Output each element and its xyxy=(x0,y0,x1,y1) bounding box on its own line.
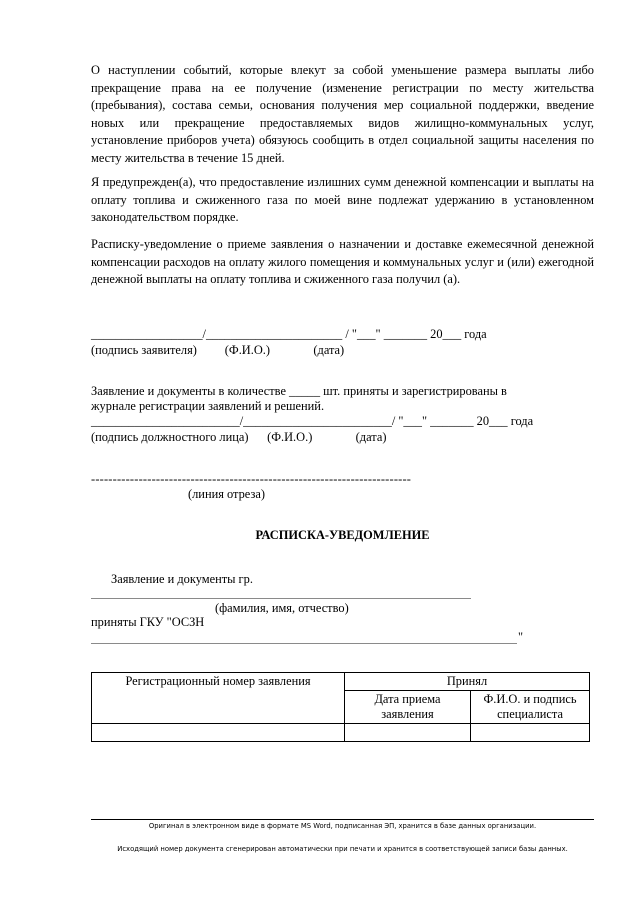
accepted-group-header: Принял xyxy=(345,673,590,691)
registration-text-line-2: журнале регистрации заявлений и решений. xyxy=(91,399,325,413)
cut-line: -------------------------------------------------------------------------- xyxy=(91,472,412,486)
acceptance-date-cell xyxy=(345,724,471,742)
footer-note-2: Исходящий номер документа сгенерирован автоматически при печати и хранится в соответствующей записи базы данных. xyxy=(117,845,568,853)
accepted-by-text: приняты ГКУ "ОСЗН xyxy=(91,615,205,629)
registration-text-line-1: Заявление и документы в количестве _____ шт. приняты и зарегистрированы в xyxy=(91,384,507,398)
table-row xyxy=(92,724,590,742)
acceptance-date-header: Дата приема заявления xyxy=(345,691,471,724)
receipt-intro: Заявление и документы гр. xyxy=(111,572,253,586)
receipt-received-paragraph: Расписку-уведомление о приеме заявления о назначении и доставке ежемесячной денежной компенсации расходов на оплату жилого помещения и коммунальных услуг и (или) ежегодной денежной выплаты на оплату топлива и сжиженного газа получил (а). xyxy=(91,237,594,287)
footer-note-1: Оригинал в электронном виде в формате MS Word, подписанная ЭП, хранится в базе данных организации. xyxy=(148,822,537,830)
applicant-signature-line: __________________/______________________ / "___" _______ 20___ года xyxy=(91,327,487,341)
specialist-name-cell xyxy=(471,724,590,742)
cut-line-label: (линия отреза) xyxy=(188,487,265,501)
registration-table xyxy=(91,672,590,742)
official-signature-line: ________________________/________________________/ "___" _______ 20___ года xyxy=(91,414,534,428)
registration-number-cell xyxy=(92,724,345,742)
registration-number-header: Регистрационный номер заявления xyxy=(92,673,345,724)
specialist-name-header: Ф.И.О. и подпись специалиста xyxy=(471,691,590,724)
closing-quote: " xyxy=(518,630,524,644)
receipt-title: РАСПИСКА-УВЕДОМЛЕНИЕ xyxy=(255,528,430,542)
applicant-signature-caption: (подпись заявителя) (Ф.И.О.) (дата) xyxy=(91,343,345,357)
table-header-row xyxy=(92,673,590,691)
organization-underline xyxy=(91,643,517,644)
warning-paragraph: Я предупрежден(а), что предоставление излишних сумм денежной компенсации и выплаты на оплату топлива и сжиженного газа по моей вине подлежат удержанию в установленном законодательством порядке. xyxy=(91,175,594,225)
official-signature-caption: (подпись должностного лица) (Ф.И.О.) (дата) xyxy=(91,430,387,444)
full-name-caption: (фамилия, имя, отчество) xyxy=(215,601,349,615)
footer-divider xyxy=(91,819,594,820)
full-name-underline xyxy=(91,598,471,599)
obligation-paragraph: О наступлении событий, которые влекут за собой уменьшение размера выплаты либо прекращение права на ее получение (изменение регистрации по месту жительства (пребывания), состава семьи, основания получения мер социальной поддержки, введение новых или прекращение предоставляемых видов жилищно-коммунальных услуг, установление приборов учета) обязуюсь сообщить в отдел социальной защиты населения по месту жительства в течение 15 дней. xyxy=(91,63,594,165)
